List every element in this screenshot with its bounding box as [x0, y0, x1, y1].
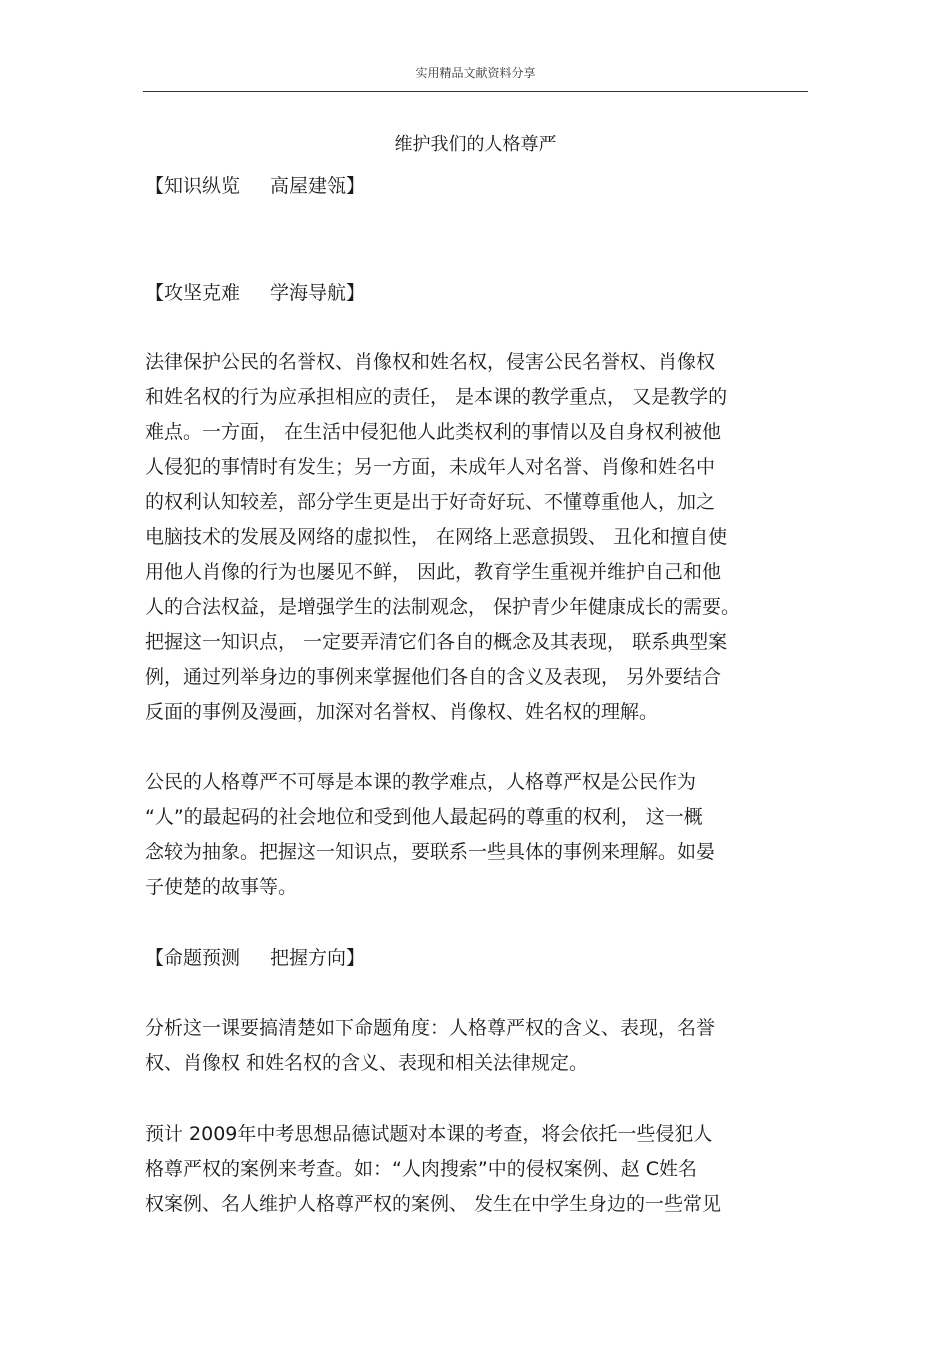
- section-heading-left: 【命题预测: [145, 947, 241, 969]
- header-divider: [143, 91, 808, 92]
- paragraph-line: 把握这一知识点， 一定要弄清它们各自的概念及其表现， 联系典型案: [145, 631, 728, 653]
- page-header: 实用精品文献资料分享: [415, 66, 536, 80]
- paragraph-line: 预计 2009年中考思想品德试题对本课的考查，将会依托一些侵犯人: [145, 1123, 713, 1145]
- paragraph-line: 公民的人格尊严不可辱是本课的教学难点，人格尊严权是公民作为: [145, 771, 697, 793]
- section-heading-right: 把握方向】: [270, 947, 366, 969]
- section-heading-left: 【知识纵览: [145, 175, 241, 197]
- paragraph-line: 权案例、名人维护人格尊严权的案例、 发生在中学生身边的一些常见: [145, 1193, 722, 1215]
- paragraph-line: 法律保护公民的名誉权、肖像权和姓名权，侵害公民名誉权、肖像权: [145, 351, 716, 373]
- paragraph-line: 难点。一方面， 在生活中侵犯他人此类权利的事情以及自身权利被他: [145, 421, 722, 443]
- paragraph-line: 念较为抽象。把握这一知识点，要联系一些具体的事例来理解。如晏: [145, 841, 716, 863]
- paragraph-line: 反面的事例及漫画，加深对名誉权、肖像权、姓名权的理解。: [145, 701, 659, 723]
- paragraph-line: 子使楚的故事等。: [145, 876, 298, 898]
- paragraph-line: 人侵犯的事情时有发生；另一方面，未成年人对名誉、肖像和姓名中: [145, 456, 716, 478]
- paragraph-line: 例，通过列举身边的事例来掌握他们各自的含义及表现， 另外要结合: [145, 666, 722, 688]
- paragraph-line: 电脑技术的发展及网络的虚拟性， 在网络上恶意损毁、 丑化和擅自使: [145, 526, 728, 548]
- section-heading-left: 【攻坚克难: [145, 282, 241, 304]
- section-heading-right: 高屋建瓴】: [270, 175, 366, 197]
- section-heading-overview: [145, 174, 365, 198]
- paragraph-line: “人”的最起码的社会地位和受到他人最起码的尊重的权利， 这一概: [145, 806, 703, 828]
- section-heading-right: 学海导航】: [270, 282, 366, 304]
- section-heading-key-points: [145, 281, 365, 305]
- paragraph-line: 权、肖像权 和姓名权的含义、表现和相关法律规定。: [145, 1052, 589, 1074]
- paragraph-line: 人的合法权益，是增强学生的法制观念， 保护青少年健康成长的需要。: [145, 596, 741, 618]
- document-title: 维护我们的人格尊严: [394, 134, 557, 155]
- paragraph-line: 分析这一课要搞清楚如下命题角度：人格尊严权的含义、表现，名誉: [145, 1017, 716, 1039]
- paragraph-line: 和姓名权的行为应承担相应的责任， 是本课的教学重点， 又是教学的: [145, 386, 728, 408]
- paragraph-line: 用他人肖像的行为也屡见不鲜， 因此，教育学生重视并维护自己和他: [145, 561, 722, 583]
- paragraph-line: 的权利认知较差，部分学生更是出于好奇好玩、不懂尊重他人，加之: [145, 491, 716, 513]
- section-heading-forecast: [145, 946, 365, 970]
- paragraph-line: 格尊严权的案例来考查。如：“人肉搜索”中的侵权案例、赵 C姓名: [145, 1158, 697, 1180]
